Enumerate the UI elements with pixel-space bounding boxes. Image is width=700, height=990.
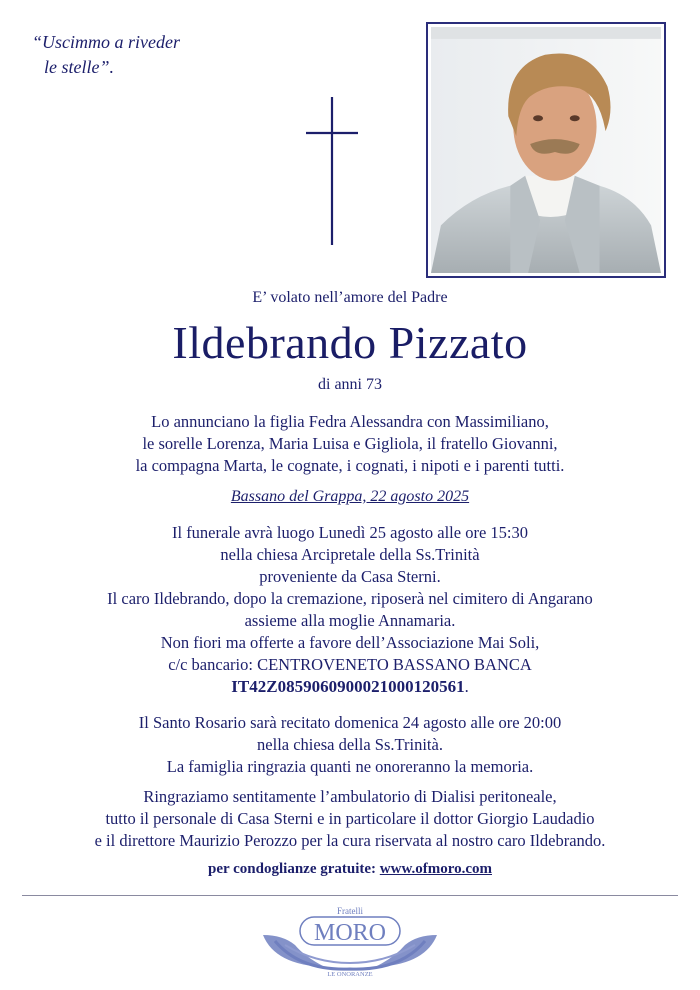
rosary-paragraph <box>0 712 700 778</box>
thanks-line: e il direttore Maurizio Perozzo per la cura riservata al nostro caro Ildebrando. <box>94 831 606 850</box>
announcement-paragraph <box>0 411 700 477</box>
funeral-line: Non fiori ma offerte a favore dell’Associazione Mai Soli, <box>160 633 540 652</box>
quote-line-2: le stelle”. <box>44 57 114 77</box>
divider <box>22 895 678 896</box>
funeral-paragraph <box>0 522 700 698</box>
condolences-link[interactable]: www.ofmoro.com <box>379 861 492 877</box>
thanks-line: Ringraziamo sentitamente l’ambulatorio di Dialisi peritoneale, <box>143 787 557 806</box>
funeral-line: Il funerale avrà luogo Lunedì 25 agosto alle ore 15:30 <box>171 523 528 542</box>
logo-bottom-text: LE ONORANZE <box>327 971 373 977</box>
portrait-photo <box>426 22 666 278</box>
funeral-line: c/c bancario: CENTROVENETO BASSANO BANCA <box>168 655 532 674</box>
rosary-line: nella chiesa della Ss.Trinità. <box>257 735 443 754</box>
iban-line <box>0 676 700 698</box>
condolences <box>0 861 700 878</box>
funeral-line: proveniente da Casa Sterni. <box>259 567 441 586</box>
funeral-line: Il caro Ildebrando, dopo la cremazione, riposerà nel cimitero di Angarano <box>107 589 593 608</box>
thanks-paragraph <box>0 786 700 852</box>
rosary-line: Il Santo Rosario sarà recitato domenica 24 agosto alle ore 20:00 <box>138 713 562 732</box>
iban-code: IT42Z0859060900021000120561 <box>231 677 465 696</box>
iban-suffix: . <box>464 677 469 696</box>
condolences-label: per condoglianze gratuite: <box>208 861 380 877</box>
intro-text: E’ volato nell’amore del Padre <box>252 289 448 306</box>
announcement-line: la compagna Marta, le cognate, i cognati, i nipoti e i parenti tutti. <box>135 456 565 475</box>
logo-top-text: Fratelli <box>337 906 363 916</box>
rosary-line: La famiglia ringrazia quanti ne onoreranno la memoria. <box>166 757 534 776</box>
moro-logo <box>255 905 445 977</box>
thanks-line: tutto il personale di Casa Sterni e in particolare il dottor Giorgio Laudadio <box>105 809 595 828</box>
quote <box>32 30 180 80</box>
funeral-line: nella chiesa Arcipretale della Ss.Trinità <box>220 545 480 564</box>
quote-line-1: “Uscimmo a riveder <box>32 32 180 52</box>
portrait-image <box>431 27 661 273</box>
place-date <box>0 488 700 506</box>
cross-icon <box>306 97 358 247</box>
place-date-text: Bassano del Grappa, 22 agosto 2025 <box>230 488 470 505</box>
logo-main-text: MORO <box>313 920 387 946</box>
announcement-line: Lo annunciano la figlia Fedra Alessandra con Massimiliano, <box>151 412 549 431</box>
deceased-name: Ildebrando Pizzato <box>172 317 528 368</box>
age-text: di anni 73 <box>318 376 382 393</box>
announcement-line: le sorelle Lorenza, Maria Luisa e Gigliola, il fratello Giovanni, <box>142 434 558 453</box>
funeral-line: assieme alla moglie Annamaria. <box>244 611 456 630</box>
